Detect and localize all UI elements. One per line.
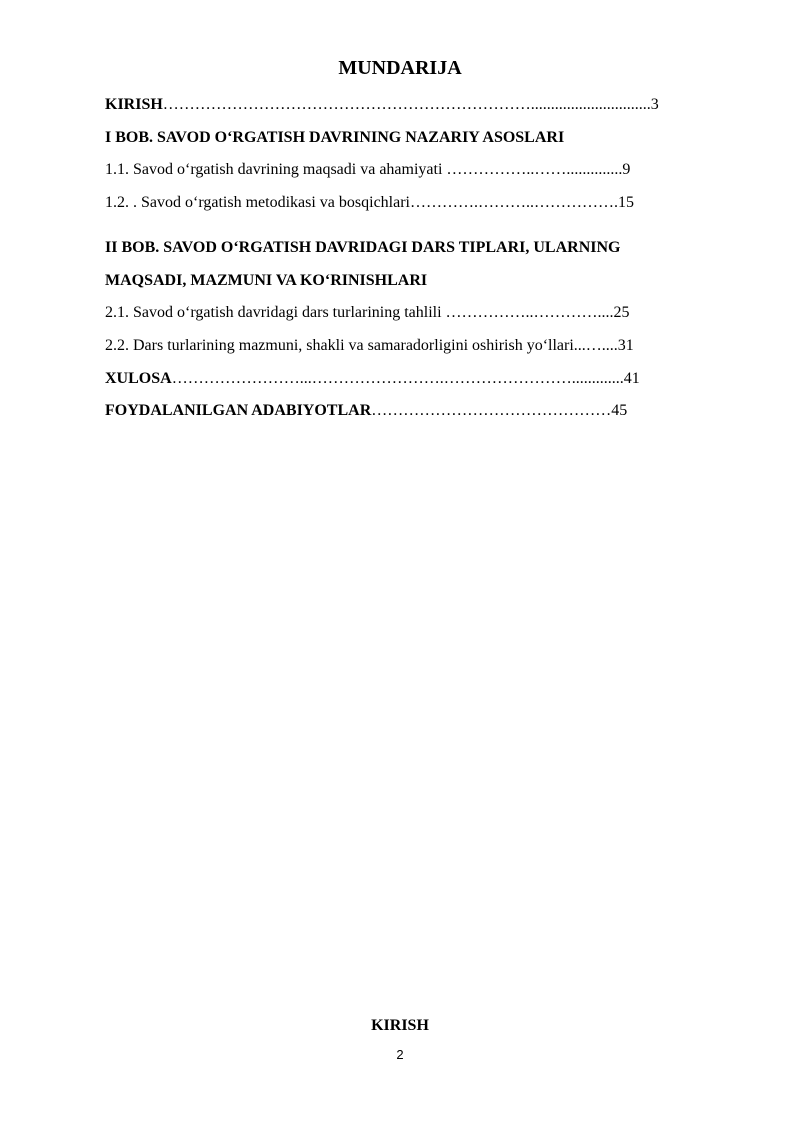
toc-entry-label: 2.1. Savod o‘rgatish davridagi dars turlarining tahlili	[105, 304, 446, 321]
toc-entry-1-1	[105, 160, 630, 180]
chapter-heading-1: I BOB. SAVOD O‘RGATISH DAVRINING NAZARIY ASOSLARI	[105, 129, 565, 146]
section-heading-kirish: KIRISH	[371, 1017, 429, 1034]
toc-entry-label: FOYDALANILGAN ADABIYOTLAR	[105, 402, 372, 419]
toc-entry-1-2	[105, 193, 634, 213]
toc-page-number: 3	[650, 96, 659, 113]
toc-leader: ……………………………………………………………..............................	[162, 96, 651, 113]
toc-entry-adabiyotlar	[105, 401, 627, 421]
toc-entry-2-1	[105, 303, 630, 323]
toc-leader: ………………………………………	[371, 402, 612, 419]
toc-entry-xulosa	[105, 369, 640, 389]
toc-page-number: 9	[622, 161, 631, 178]
toc-leader: ………….………..…………….	[410, 194, 618, 211]
toc-leader: ...…....	[573, 337, 618, 354]
page-title: MUNDARIJA	[338, 57, 462, 79]
chapter-heading-2-line-2: MAQSADI, MAZMUNI VA KO‘RINISHLARI	[105, 272, 428, 289]
toc-page-number: 41	[623, 370, 640, 387]
toc-leader: ……………..…………....	[445, 304, 614, 321]
toc-page-number: 15	[618, 194, 634, 211]
toc-entry-label: XULOSA	[105, 370, 172, 387]
toc-entry-label: 1.2. . Savod o‘rgatish metodikasi va bosqichlari	[105, 194, 410, 211]
toc-entry-kirish	[105, 95, 659, 115]
toc-page-number: 45	[611, 402, 628, 419]
toc-entry-label: 2.2. Dars turlarining mazmuni, shakli va samaradorligini oshirish yo‘llari	[105, 337, 574, 354]
toc-entry-2-2	[105, 336, 634, 356]
toc-leader: ……………………...…………………….…………………….............	[171, 370, 624, 387]
toc-page-number: 25	[613, 304, 630, 321]
chapter-heading-2-line-1: II BOB. SAVOD O‘RGATISH DAVRIDAGI DARS TIPLARI, ULARNING	[105, 239, 621, 256]
page-number: 2	[396, 1047, 404, 1062]
toc-page-number: 31	[617, 337, 634, 354]
toc-leader: ……………..……..............	[446, 161, 623, 178]
toc-entry-label: KIRISH	[105, 96, 163, 113]
toc-entry-label: 1.1. Savod o‘rgatish davrining maqsadi va ahamiyati	[105, 161, 447, 178]
